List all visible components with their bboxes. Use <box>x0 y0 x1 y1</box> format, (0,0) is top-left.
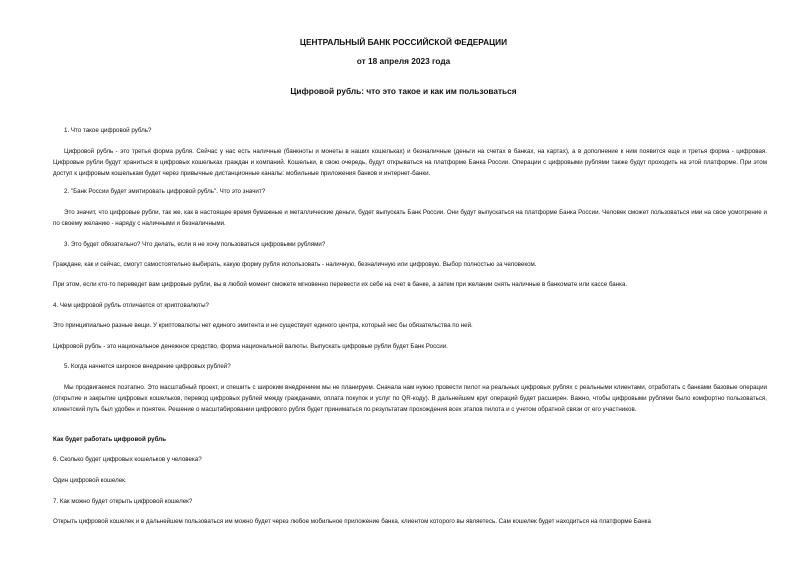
org-heading: ЦЕНТРАЛЬНЫЙ БАНК РОССИЙСКОЙ ФЕДЕРАЦИИ <box>299 37 508 47</box>
question-5: 5. Когда начнется широкое внедрение цифровых рублей? <box>64 363 231 370</box>
answer-3b: При этом, если кто-то переведет вам цифровые рубли, вы в любой момент сможете мгновенно перевести их себе на счет в банке, а затем при желании снять наличные в банкомате или кассе банка. <box>53 281 628 288</box>
answer-3a: Граждане, как и сейчас, смогут самостоятельно выбирать, какую форму рубля использовать - наличную, безналичную или цифровую. Выбор полностью за человеком. <box>53 261 537 268</box>
answer-6: Один цифровой кошелек. <box>53 477 127 484</box>
question-7: 7. Как можно будет открыть цифровой кошелек? <box>53 498 193 505</box>
question-3: 3. Это будет обязательно? Что делать, если я не хочу пользоваться цифровыми рублями? <box>64 241 326 248</box>
answer-4b: Цифровой рубль - это национальное денежное средство, форма национальной валюты. Выпускать цифровые рубли будет Банк России. <box>53 343 448 350</box>
question-2: 2. "Банк России будет эмитировать цифровой рубль". Что это значит? <box>64 188 266 195</box>
answer-2: Это значит, что цифровые рубли, так же, как в настоящее время бумажные и металлические деньги, будет выпускать Банк России. Они будут выпускаться на платформе Банка России. Человек сможет пользоваться ими на свое усмотрение и по своему желанию - наряду с наличными и безналичными. <box>53 209 767 227</box>
question-6: 6. Сколько будет цифровых кошельков у человека? <box>53 456 202 463</box>
answer-4a: Это принципиально разные вещи. У криптовалюты нет единого эмитента и не существует единого центра, который нес бы обязательства по ней. <box>53 322 473 329</box>
document-title: Цифровой рубль: что это такое и как им пользоваться <box>290 86 517 96</box>
section-heading: Как будет работать цифровой рубль <box>53 436 167 443</box>
question-1: 1. Что такое цифровой рубль? <box>64 127 152 134</box>
question-4: 4. Чем цифровой рубль отличается от криптовалюты? <box>53 302 209 309</box>
answer-1: Цифровой рубль - это третья форма рубля. Сейчас у нас есть наличные (банкноты и монеты в наших кошельках) и безналичные (деньги на счетах в банках, на картах), а в дополнение к ним появится еще и третья форма - цифровая. Цифровые рубли будут храниться в цифровых кошельках граждан и компаний. Кошельки, в свою очередь, будут открываться на платформе Банка России. Операции с цифровыми рублями также будут проходить на этой платформе. При этом доступ к цифровым кошелькам будет через привычные дистанционные каналы: мобильные приложения банков и интернет-банки. <box>53 148 767 177</box>
document-date: от 18 апреля 2023 года <box>356 56 451 66</box>
answer-5: Мы продвигаемся поэтапно. Это масштабный проект, и спешить с широким внедрением мы не планируем. Сначала нам нужно провести пилот на реальных цифровых рублях с реальными клиентами, отработать с банками базовые операции (открытие и закрытие цифровых кошельков, перевод цифровых рублей между гражданами, оплата покупок и услуг по QR-коду). В дальнейшем круг операций будет расширен. Важно, чтобы цифровыми рублями было комфортно пользоваться, клиентский путь был удобен и понятен. Решение о масштабировании цифрового рубля будет приниматься по результатам прохождения всех этапов пилота и с учетом обратной связи от его участников. <box>53 384 767 413</box>
answer-7: Открыть цифровой кошелек и в дальнейшем пользоваться им можно будет через любое мобильное приложение банка, клиентом которого вы являетесь. Сам кошелек будет находиться на платформе Банка <box>53 518 651 525</box>
